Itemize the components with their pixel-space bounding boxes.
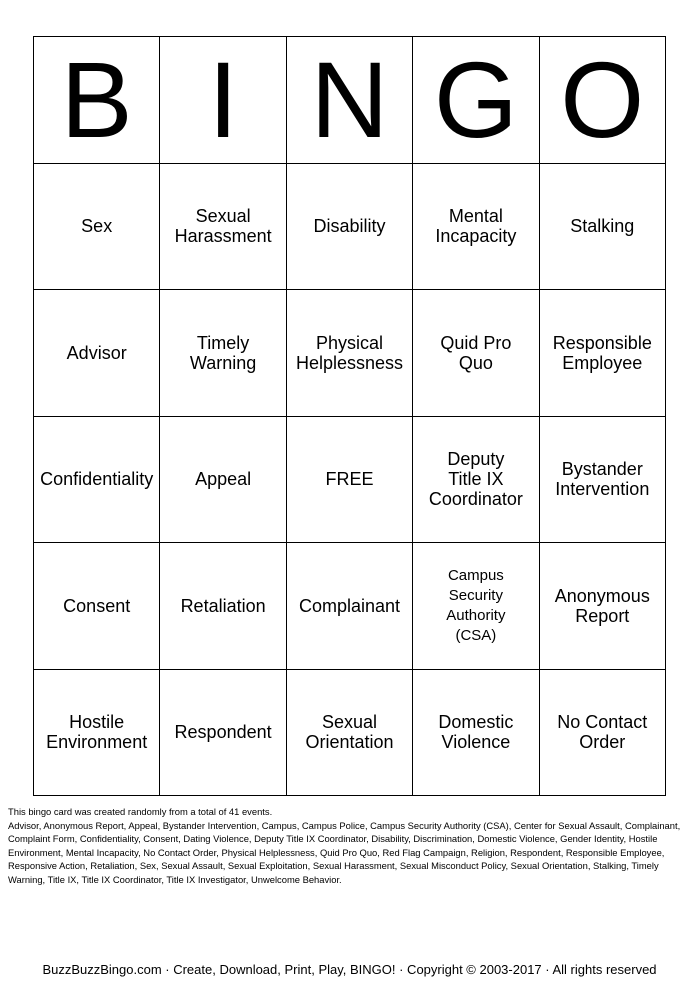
- cell-label: Confidentiality: [40, 469, 154, 490]
- bingo-cell: [160, 417, 286, 544]
- bingo-cell: [413, 670, 539, 797]
- cell-label: Physical Helplessness: [295, 332, 404, 373]
- cell-label: Advisor: [66, 342, 127, 363]
- bingo-card: [33, 36, 666, 796]
- bingo-cell: [413, 290, 539, 417]
- cell-label: Anonymous Report: [554, 585, 650, 626]
- cell-label: Stalking: [570, 216, 635, 237]
- cell-label: Sex: [81, 216, 113, 237]
- bingo-cell: [34, 417, 160, 544]
- cell-label: Consent: [63, 595, 131, 616]
- header-letter-g: G: [413, 37, 539, 164]
- bingo-cell: [287, 164, 413, 291]
- bingo-cell: [160, 164, 286, 291]
- cell-label: Disability: [313, 216, 386, 237]
- bingo-cell: [540, 290, 666, 417]
- bingo-cell: [34, 670, 160, 797]
- cell-label: Campus Security Authority (CSA): [446, 566, 506, 644]
- cell-label: Quid Pro Quo: [440, 332, 512, 373]
- bingo-cell: [160, 670, 286, 797]
- cell-label: Hostile Environment: [46, 712, 148, 753]
- bingo-cell: [413, 164, 539, 291]
- cell-label: Sexual Harassment: [174, 206, 272, 247]
- bingo-cell: [287, 670, 413, 797]
- header-letter-o: O: [540, 37, 666, 164]
- cell-label: Domestic Violence: [438, 712, 514, 753]
- header-letter-i: I: [160, 37, 286, 164]
- cell-label: Deputy Title IX Coordinator: [428, 449, 523, 510]
- bingo-cell: [540, 417, 666, 544]
- bingo-cell: [540, 670, 666, 797]
- header-letter-b: B: [34, 37, 160, 164]
- cell-label: FREE: [325, 469, 374, 490]
- cell-label: Retaliation: [180, 595, 266, 616]
- cell-label: Responsible Employee: [552, 332, 652, 373]
- cell-label: No Contact Order: [557, 712, 648, 753]
- bingo-cell: [540, 164, 666, 291]
- footer-copyright: BuzzBuzzBingo.com · Create, Download, Print, Play, BINGO! · Copyright © 2003-2017 · All rights reserved: [42, 962, 657, 977]
- card-info: [8, 805, 692, 887]
- cell-label: Mental Incapacity: [435, 206, 517, 247]
- bingo-cell: [160, 543, 286, 670]
- cell-label: Respondent: [174, 722, 272, 743]
- bingo-cell: [540, 543, 666, 670]
- cell-label: Sexual Orientation: [305, 712, 394, 753]
- free-space-cell: [287, 417, 413, 544]
- cell-label: Bystander Intervention: [555, 459, 650, 500]
- bingo-cell: [34, 290, 160, 417]
- bingo-cell: [34, 543, 160, 670]
- created-note: This bingo card was created randomly from a total of 41 events.: [8, 806, 273, 817]
- bingo-cell: [413, 417, 539, 544]
- bingo-cell: [160, 290, 286, 417]
- events-list: Advisor, Anonymous Report, Appeal, Bystander Intervention, Campus, Campus Police, Campus Security Authority (CSA), Center for Sexual Assault, Complainant, Complaint Form, Confidentiality, Consent, Dating Violence, Deputy Title IX Coordinator, Disability, Discrimination, Domestic Violence, Gender Identity, Hostile Environment, Mental Incapacity, No Contact Order, Physical Helplessness, Quid Pro Quo, Red Flag Campaign, Religion, Respondent, Responsible Employee, Responsive Action, Retaliation, Sex, Sexual Assault, Sexual Exploitation, Sexual Harassment, Sexual Misconduct Policy, Sexual Orientation, Stalking, Timely Warning, Title IX, Title IX Coordinator, Title IX Investigator, Unwelcome Behavior.: [8, 819, 681, 885]
- bingo-cell: [287, 290, 413, 417]
- bingo-cell: [413, 543, 539, 670]
- cell-label: Complainant: [298, 595, 401, 616]
- cell-label: Timely Warning: [189, 332, 257, 373]
- cell-label: Appeal: [195, 469, 252, 490]
- bingo-cell: [287, 543, 413, 670]
- bingo-cell: [34, 164, 160, 291]
- header-letter-n: N: [287, 37, 413, 164]
